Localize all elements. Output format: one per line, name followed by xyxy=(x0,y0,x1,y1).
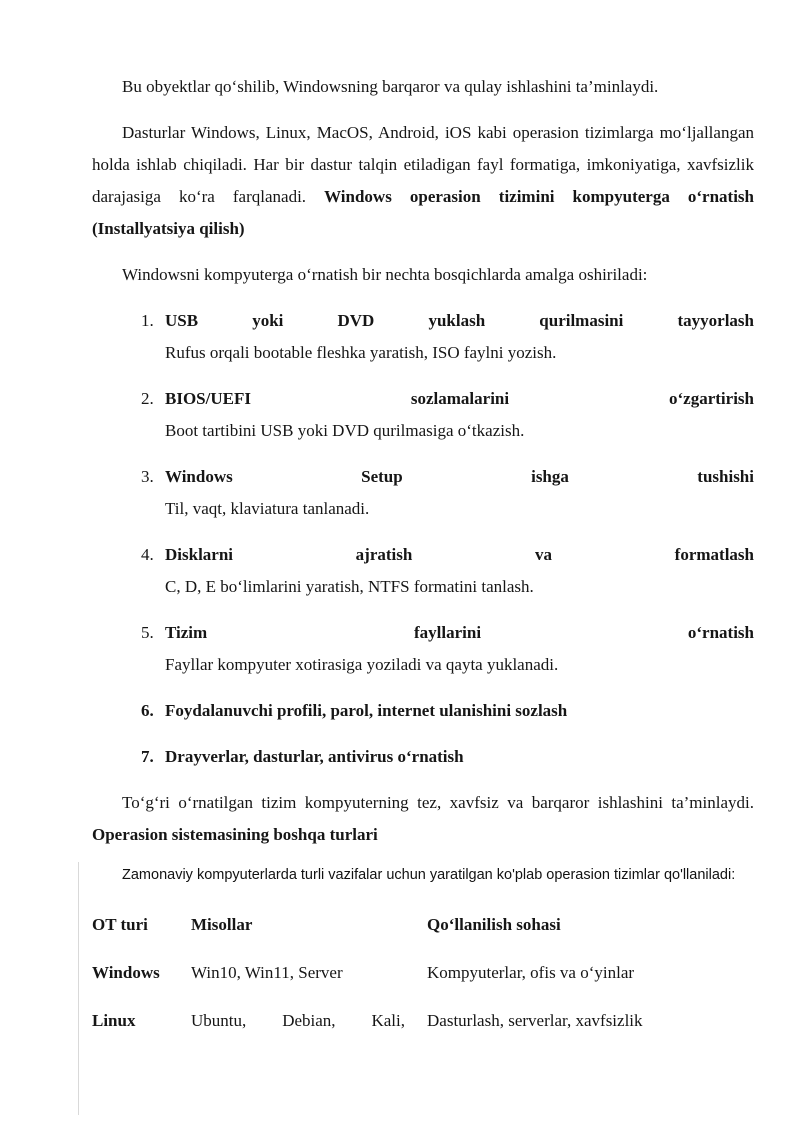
paragraph-closing xyxy=(92,787,754,851)
table-cell-os-type: Linux xyxy=(92,1011,136,1030)
table-cell-examples: Ubuntu, Debian, Kali, xyxy=(191,1011,405,1030)
table-row-linux xyxy=(92,1005,754,1037)
table-header-os-type: OT turi xyxy=(92,915,148,934)
heading-windows-install: Windows operasion tizimini kompyuterga oʻrnatish (Installyatsiya qilish) xyxy=(92,187,754,238)
table-header-examples: Misollar xyxy=(191,915,253,934)
paragraph-programs xyxy=(92,117,754,245)
step-number: 2. xyxy=(141,389,154,408)
paragraph-note: Zamonaviy kompyuterlarda turli vazifalar uchun yaratilgan ko'plab operasion tizimlar qo'llaniladi: xyxy=(122,867,736,883)
step-title: Disklarni ajratish va formatlash xyxy=(165,545,754,564)
table-cell-usage: Kompyuterlar, ofis va oʻyinlar xyxy=(427,963,635,982)
step-item-3 xyxy=(92,461,754,525)
step-description: Boot tartibini USB yoki DVD qurilmasiga oʻtkazish. xyxy=(165,421,525,440)
step-item-1 xyxy=(92,305,754,369)
step-description: Rufus orqali bootable fleshka yaratish, ISO faylni yozish. xyxy=(165,343,557,362)
step-number: 6. xyxy=(141,701,154,720)
paragraph-intro-text: Bu obyektlar qoʻshilib, Windowsning barqaror va qulay ishlashini ta’minlaydi. xyxy=(122,77,659,96)
heading-other-os-types: Operasion sistemasining boshqa turlari xyxy=(92,825,378,844)
step-number: 1. xyxy=(141,311,154,330)
step-description: Fayllar kompyuter xotirasiga yoziladi va qayta yuklanadi. xyxy=(165,655,559,674)
paragraph-closing-text: Toʻgʻri oʻrnatilgan tizim kompyuterning tez, xavfsiz va barqaror ishlashini ta’minlaydi. xyxy=(122,793,754,812)
step-number: 5. xyxy=(141,623,154,642)
step-number: 3. xyxy=(141,467,154,486)
step-item-4 xyxy=(92,539,754,603)
step-title: Tizim fayllarini oʻrnatish xyxy=(165,623,754,642)
step-title: BIOS/UEFI sozlamalarini oʻzgartirish xyxy=(165,389,754,408)
table-row-windows xyxy=(92,957,754,989)
table-header-row xyxy=(92,909,754,941)
steps-list xyxy=(92,305,754,773)
table-cell-os-type: Windows xyxy=(92,963,160,982)
paragraph-intro xyxy=(92,71,754,103)
step-item-7 xyxy=(92,741,754,773)
paragraph-steps-intro-text: Windowsni kompyuterga oʻrnatish bir nechta bosqichlarda amalga oshiriladi: xyxy=(122,265,648,284)
table-cell-examples: Win10, Win11, Server xyxy=(191,963,343,982)
paragraph-programs-text: Dasturlar Windows, Linux, MacOS, Android, iOS kabi operasion tizimlarga moʻljallangan holda ishlab chiqiladi. Har bir dastur talqin etiladigan fayl formatiga, imkoniyatiga, xavfsizlik darajasiga koʻra farqlanadi. xyxy=(92,123,754,206)
table-header-usage: Qoʻllanilish sohasi xyxy=(427,915,561,934)
step-title: Drayverlar, dasturlar, antivirus oʻrnatish xyxy=(165,747,464,766)
step-title: Foydalanuvchi profili, parol, internet ulanishini sozlash xyxy=(165,701,568,720)
step-number: 7. xyxy=(141,747,154,766)
step-item-2 xyxy=(92,383,754,447)
step-title: USB yoki DVD yuklash qurilmasini tayyorlash xyxy=(165,311,754,330)
paragraph-steps-intro xyxy=(92,259,754,291)
step-item-6 xyxy=(92,695,754,727)
step-description: C, D, E boʻlimlarini yaratish, NTFS formatini tanlash. xyxy=(165,577,534,596)
table-cell-usage: Dasturlash, serverlar, xavfsizlik xyxy=(427,1011,643,1030)
step-item-5 xyxy=(92,617,754,681)
os-table xyxy=(92,909,754,1037)
step-title: Windows Setup ishga tushishi xyxy=(165,467,754,486)
step-number: 4. xyxy=(141,545,154,564)
step-description: Til, vaqt, klaviatura tanlanadi. xyxy=(165,499,370,518)
